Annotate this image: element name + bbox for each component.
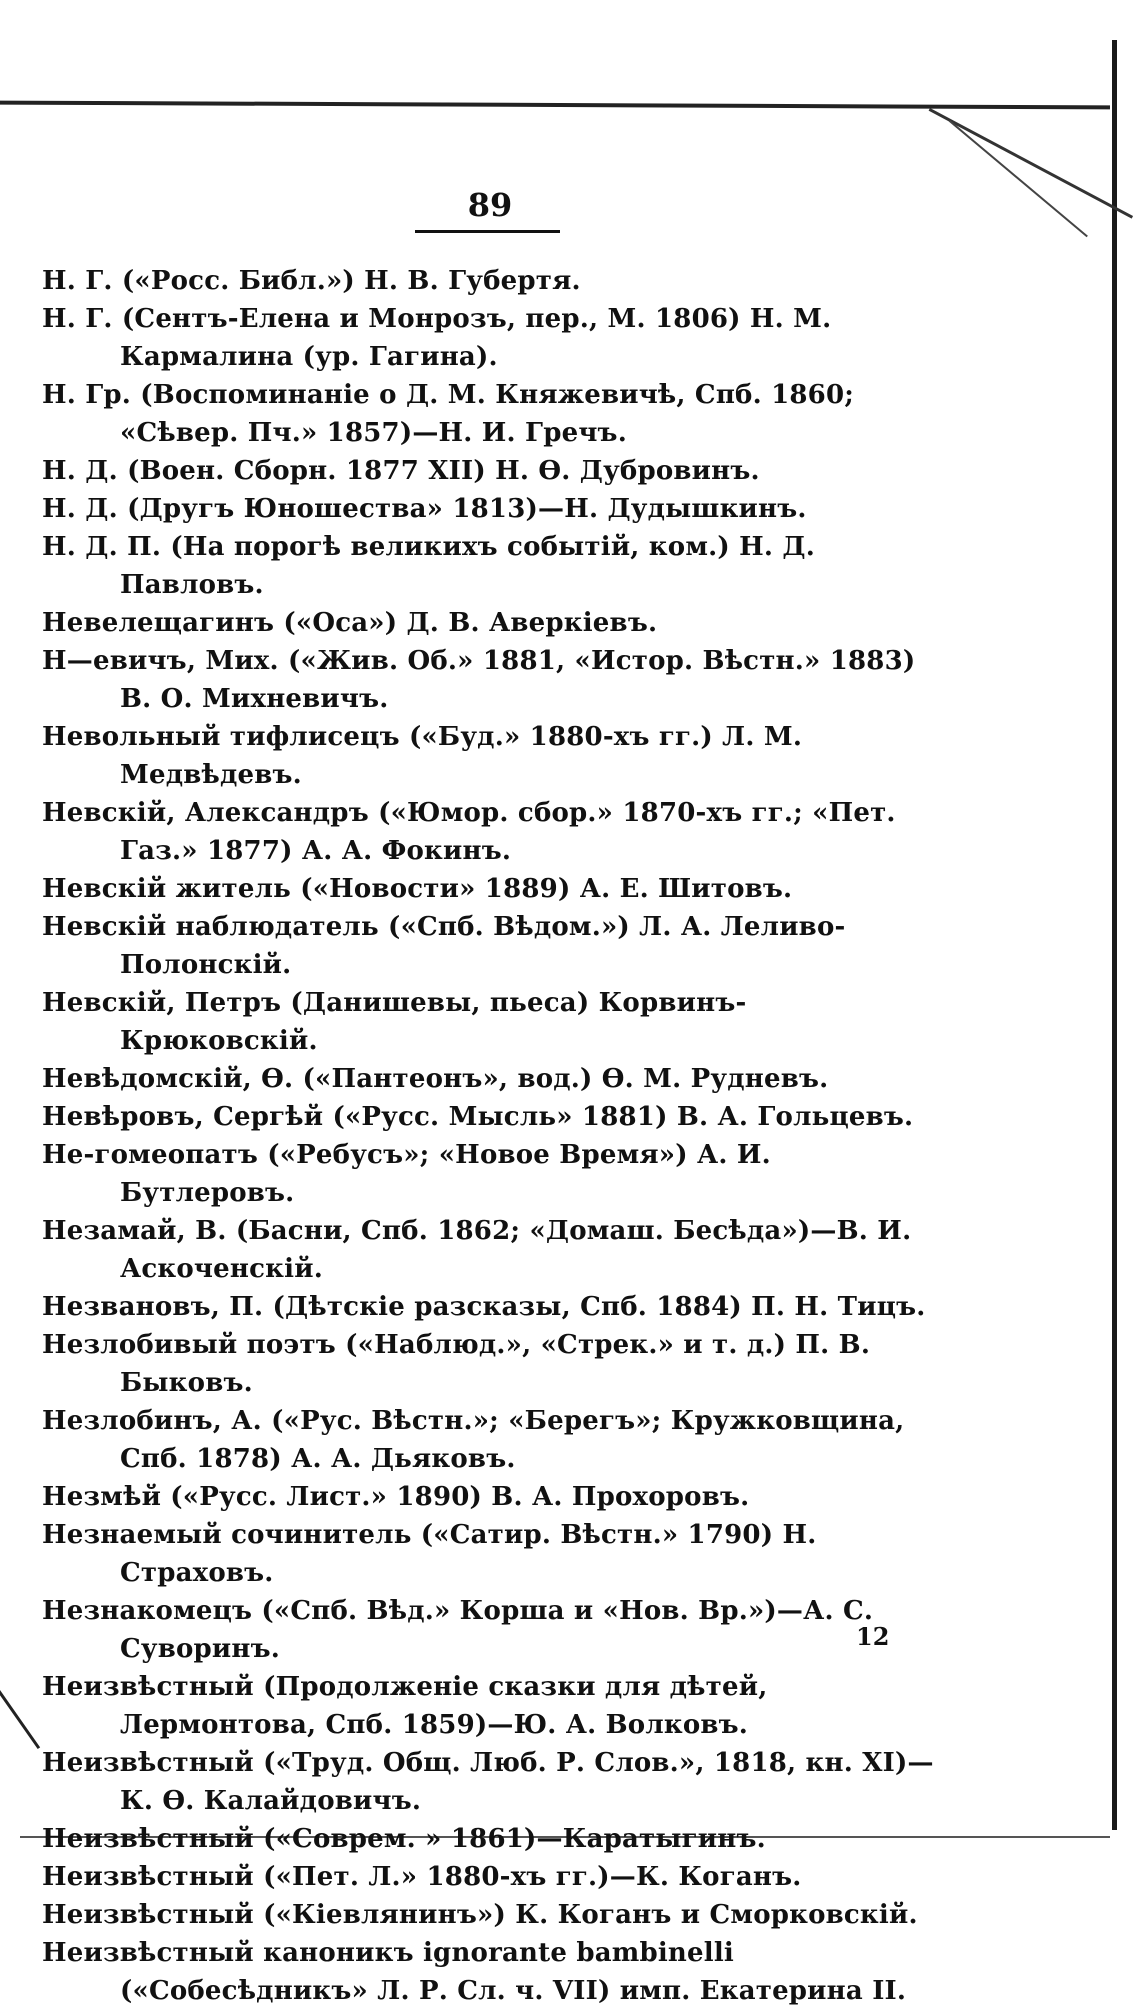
entry: Незвановъ, П. (Дѣтскіе разсказы, Спб. 1884) П. Н. Тицъ. — [42, 1292, 926, 1322]
entry: Н. Д. П. (На порогѣ великихъ событій, ком.) Н. Д. Павловъ. — [42, 532, 815, 600]
entry: Неизвѣстный каноникъ ignorante bambinelli («Собесѣдникъ» Л. Р. Сл. ч. VII) имп. Екатерина II. — [42, 1938, 907, 2006]
scan-artifact-diagonal — [929, 108, 1133, 219]
entry: Невѣдомскій, Ѳ. («Пантеонъ», вод.) Ѳ. М. Рудневъ. — [42, 1064, 829, 1094]
entry: Незнаемый сочинитель («Сатир. Вѣстн.» 1790) Н. Страховъ. — [42, 1520, 817, 1588]
entry: Не-гомеопатъ («Ребусъ»; «Новое Время») А. И. Бутлеровъ. — [42, 1140, 771, 1208]
entry: Незлобивый поэтъ («Наблюд.», «Стрек.» и т. д.) П. В. Быковъ. — [42, 1330, 871, 1398]
entry: Неизвѣстный («Труд. Общ. Люб. Р. Слов.», 1818, кн. XI)—К. Ѳ. Калайдовичъ. — [42, 1748, 934, 1816]
page-number: 89 — [467, 186, 513, 224]
entry: Невелещагинъ («Оса») Д. В. Аверкіевъ. — [42, 608, 658, 638]
entry: Н. Г. («Росс. Библ.») Н. В. Губертя. — [42, 266, 581, 296]
page-number-rule — [415, 230, 560, 233]
scan-artifact-diagonal-2 — [949, 120, 1088, 237]
signature-mark: 12 — [856, 1622, 890, 1651]
scan-artifact-left — [0, 1690, 40, 1749]
entry: Неизвѣстный («Соврем. » 1861)—Каратыгинъ. — [42, 1824, 766, 1854]
entry: Н. Д. (Другъ Юношества» 1813)—Н. Дудышкинъ. — [42, 494, 807, 524]
entry: Н—евичъ, Мих. («Жив. Об.» 1881, «Истор. Вѣстн.» 1883) В. О. Михневичъ. — [42, 646, 916, 714]
entry: Незмѣй («Русс. Лист.» 1890) В. А. Прохоровъ. — [42, 1482, 750, 1512]
entry-list — [42, 262, 942, 2010]
entry: Невольный тифлисецъ («Буд.» 1880-хъ гг.) Л. М. Медвѣдевъ. — [42, 722, 803, 790]
entry: Невскій, Петръ (Данишевы, пьеса) Корвинъ-Крюковскій. — [42, 988, 747, 1056]
entry: Н. Гр. (Воспоминаніе о Д. М. Княжевичѣ, Спб. 1860; «Сѣвер. Пч.» 1857)—Н. И. Гречъ. — [42, 380, 855, 448]
entry: Незлобинъ, А. («Рус. Вѣстн.»; «Берегъ»; Кружковщина, Спб. 1878) А. А. Дьяковъ. — [42, 1406, 905, 1474]
entry: Н. Г. (Сентъ-Елена и Монрозъ, пер., М. 1806) Н. М. Кармалина (ур. Гагина). — [42, 304, 832, 372]
entry: Незнакомецъ («Спб. Вѣд.» Корша и «Нов. Вр.»)—А. С. Суворинъ. — [42, 1596, 874, 1664]
entry: Н. Д. (Воен. Сборн. 1877 XII) Н. Ѳ. Дубровинъ. — [42, 456, 760, 486]
scan-edge-right — [1112, 40, 1117, 1830]
entry: Незамай, В. (Басни, Спб. 1862; «Домаш. Бесѣда»)—В. И. Аскоченскій. — [42, 1216, 912, 1284]
entry: Неизвѣстный («Пет. Л.» 1880-хъ гг.)—К. Коганъ. — [42, 1862, 802, 1892]
entry: Неизвѣстный (Продолженіе сказки для дѣтей, Лермонтова, Спб. 1859)—Ю. А. Волковъ. — [42, 1672, 768, 1740]
entry: Невскій наблюдатель («Спб. Вѣдом.») Л. А. Леливо-Полонскій. — [42, 912, 846, 980]
entry: Невскій житель («Новости» 1889) А. Е. Шитовъ. — [42, 874, 793, 904]
scan-edge-top — [0, 101, 1110, 110]
entry: Невскій, Александръ («Юмор. сбор.» 1870-хъ гг.; «Пет. Газ.» 1877) А. А. Фокинъ. — [42, 798, 896, 866]
entry: Невѣровъ, Сергѣй («Русс. Мысль» 1881) В. А. Гольцевъ. — [42, 1102, 914, 1132]
entry: Неизвѣстный («Кіевлянинъ») К. Коганъ и Сморковскій. — [42, 1900, 918, 1930]
